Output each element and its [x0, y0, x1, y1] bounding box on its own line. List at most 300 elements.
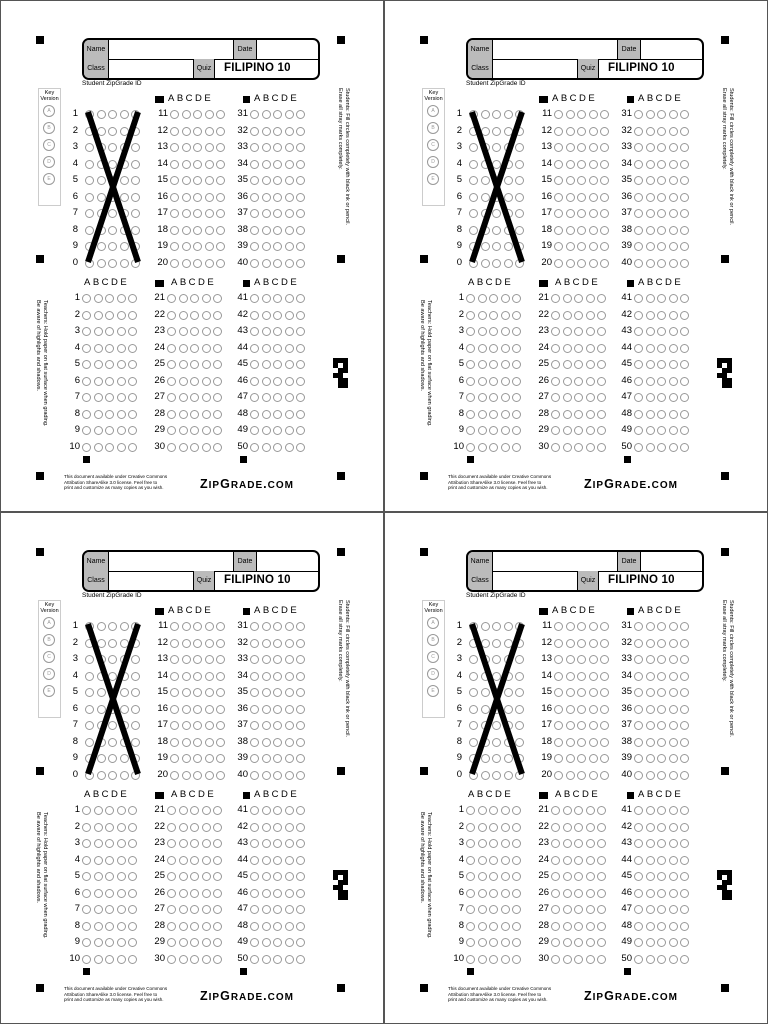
- answer-bubble[interactable]: [646, 705, 655, 714]
- answer-bubble[interactable]: [128, 872, 137, 881]
- answer-bubble[interactable]: [589, 110, 598, 119]
- answer-bubble[interactable]: [82, 410, 91, 419]
- answer-bubble[interactable]: [285, 176, 294, 185]
- answer-bubble[interactable]: [634, 410, 643, 419]
- answer-bubble[interactable]: [117, 410, 126, 419]
- answer-bubble[interactable]: [262, 360, 271, 369]
- answer-bubble[interactable]: [634, 393, 643, 402]
- answer-bubble[interactable]: [190, 294, 199, 303]
- key-version-bubble[interactable]: D: [427, 156, 439, 168]
- answer-bubble[interactable]: [285, 754, 294, 763]
- answer-bubble[interactable]: [193, 705, 202, 714]
- answer-bubble[interactable]: [680, 311, 689, 320]
- answer-bubble[interactable]: [634, 872, 643, 881]
- answer-bubble[interactable]: [646, 622, 655, 631]
- answer-bubble[interactable]: [105, 410, 114, 419]
- answer-bubble[interactable]: [82, 443, 91, 452]
- answer-bubble[interactable]: [634, 889, 643, 898]
- answer-bubble[interactable]: [128, 426, 137, 435]
- answer-bubble[interactable]: [94, 377, 103, 386]
- answer-bubble[interactable]: [551, 839, 560, 848]
- answer-bubble[interactable]: [478, 872, 487, 881]
- answer-bubble[interactable]: [262, 754, 271, 763]
- answer-bubble[interactable]: [669, 226, 678, 235]
- answer-bubble[interactable]: [285, 839, 294, 848]
- answer-bubble[interactable]: [566, 259, 575, 268]
- answer-bubble[interactable]: [285, 705, 294, 714]
- answer-bubble[interactable]: [680, 193, 689, 202]
- answer-bubble[interactable]: [105, 806, 114, 815]
- answer-bubble[interactable]: [680, 754, 689, 763]
- answer-bubble[interactable]: [179, 872, 188, 881]
- answer-bubble[interactable]: [285, 193, 294, 202]
- answer-bubble[interactable]: [296, 259, 305, 268]
- answer-bubble[interactable]: [680, 905, 689, 914]
- answer-bubble[interactable]: [128, 938, 137, 947]
- answer-bubble[interactable]: [466, 889, 475, 898]
- answer-bubble[interactable]: [512, 426, 521, 435]
- answer-bubble[interactable]: [566, 622, 575, 631]
- answer-bubble[interactable]: [182, 143, 191, 152]
- answer-bubble[interactable]: [262, 639, 271, 648]
- key-version-bubble[interactable]: A: [427, 105, 439, 117]
- answer-bubble[interactable]: [205, 672, 214, 681]
- answer-bubble[interactable]: [202, 872, 211, 881]
- answer-bubble[interactable]: [586, 839, 595, 848]
- answer-bubble[interactable]: [216, 110, 225, 119]
- answer-bubble[interactable]: [94, 426, 103, 435]
- answer-bubble[interactable]: [193, 721, 202, 730]
- answer-bubble[interactable]: [296, 806, 305, 815]
- answer-bubble[interactable]: [190, 344, 199, 353]
- answer-bubble[interactable]: [296, 176, 305, 185]
- answer-bubble[interactable]: [182, 672, 191, 681]
- answer-bubble[interactable]: [669, 393, 678, 402]
- answer-bubble[interactable]: [657, 856, 666, 865]
- answer-bubble[interactable]: [589, 688, 598, 697]
- answer-bubble[interactable]: [600, 110, 609, 119]
- answer-bubble[interactable]: [600, 143, 609, 152]
- answer-bubble[interactable]: [646, 160, 655, 169]
- answer-bubble[interactable]: [250, 655, 259, 664]
- answer-bubble[interactable]: [296, 639, 305, 648]
- answer-bubble[interactable]: [669, 823, 678, 832]
- answer-bubble[interactable]: [646, 294, 655, 303]
- key-version-bubble[interactable]: D: [43, 668, 55, 680]
- key-version-bubble[interactable]: D: [43, 156, 55, 168]
- answer-bubble[interactable]: [680, 426, 689, 435]
- answer-bubble[interactable]: [489, 377, 498, 386]
- answer-bubble[interactable]: [167, 905, 176, 914]
- key-version-bubble[interactable]: C: [43, 651, 55, 663]
- answer-bubble[interactable]: [512, 410, 521, 419]
- answer-bubble[interactable]: [554, 738, 563, 747]
- answer-bubble[interactable]: [574, 856, 583, 865]
- answer-bubble[interactable]: [501, 393, 510, 402]
- answer-bubble[interactable]: [190, 426, 199, 435]
- name-field[interactable]: [493, 552, 617, 571]
- answer-bubble[interactable]: [273, 327, 282, 336]
- answer-bubble[interactable]: [466, 426, 475, 435]
- answer-bubble[interactable]: [489, 426, 498, 435]
- answer-bubble[interactable]: [296, 905, 305, 914]
- answer-bubble[interactable]: [105, 360, 114, 369]
- answer-bubble[interactable]: [680, 242, 689, 251]
- answer-bubble[interactable]: [478, 905, 487, 914]
- answer-bubble[interactable]: [489, 872, 498, 881]
- answer-bubble[interactable]: [586, 360, 595, 369]
- answer-bubble[interactable]: [250, 160, 259, 169]
- answer-bubble[interactable]: [167, 806, 176, 815]
- answer-bubble[interactable]: [216, 639, 225, 648]
- answer-bubble[interactable]: [501, 955, 510, 964]
- answer-bubble[interactable]: [512, 377, 521, 386]
- answer-bubble[interactable]: [213, 426, 222, 435]
- answer-bubble[interactable]: [285, 311, 294, 320]
- answer-bubble[interactable]: [657, 259, 666, 268]
- answer-bubble[interactable]: [296, 771, 305, 780]
- answer-bubble[interactable]: [634, 127, 643, 136]
- answer-bubble[interactable]: [117, 327, 126, 336]
- answer-bubble[interactable]: [600, 688, 609, 697]
- answer-bubble[interactable]: [574, 443, 583, 452]
- answer-bubble[interactable]: [646, 889, 655, 898]
- answer-bubble[interactable]: [213, 955, 222, 964]
- answer-bubble[interactable]: [250, 209, 259, 218]
- class-field[interactable]: [109, 59, 193, 78]
- answer-bubble[interactable]: [250, 856, 259, 865]
- answer-bubble[interactable]: [478, 426, 487, 435]
- answer-bubble[interactable]: [273, 955, 282, 964]
- answer-bubble[interactable]: [250, 922, 259, 931]
- answer-bubble[interactable]: [273, 922, 282, 931]
- answer-bubble[interactable]: [563, 410, 572, 419]
- answer-bubble[interactable]: [657, 955, 666, 964]
- answer-bubble[interactable]: [250, 688, 259, 697]
- answer-bubble[interactable]: [646, 410, 655, 419]
- answer-bubble[interactable]: [657, 127, 666, 136]
- answer-bubble[interactable]: [262, 705, 271, 714]
- answer-bubble[interactable]: [262, 872, 271, 881]
- answer-bubble[interactable]: [128, 922, 137, 931]
- answer-bubble[interactable]: [466, 443, 475, 452]
- answer-bubble[interactable]: [167, 872, 176, 881]
- answer-bubble[interactable]: [597, 922, 606, 931]
- answer-bubble[interactable]: [190, 377, 199, 386]
- answer-bubble[interactable]: [128, 311, 137, 320]
- answer-bubble[interactable]: [554, 639, 563, 648]
- answer-bubble[interactable]: [190, 872, 199, 881]
- answer-bubble[interactable]: [657, 327, 666, 336]
- answer-bubble[interactable]: [273, 360, 282, 369]
- answer-bubble[interactable]: [179, 856, 188, 865]
- answer-bubble[interactable]: [597, 443, 606, 452]
- answer-bubble[interactable]: [589, 209, 598, 218]
- answer-bubble[interactable]: [202, 311, 211, 320]
- answer-bubble[interactable]: [205, 127, 214, 136]
- answer-bubble[interactable]: [597, 955, 606, 964]
- answer-bubble[interactable]: [82, 360, 91, 369]
- answer-bubble[interactable]: [577, 160, 586, 169]
- answer-bubble[interactable]: [128, 327, 137, 336]
- answer-bubble[interactable]: [250, 176, 259, 185]
- answer-bubble[interactable]: [170, 160, 179, 169]
- answer-bubble[interactable]: [285, 360, 294, 369]
- answer-bubble[interactable]: [646, 143, 655, 152]
- answer-bubble[interactable]: [563, 872, 572, 881]
- answer-bubble[interactable]: [179, 938, 188, 947]
- answer-bubble[interactable]: [128, 410, 137, 419]
- answer-bubble[interactable]: [680, 226, 689, 235]
- answer-bubble[interactable]: [273, 672, 282, 681]
- answer-bubble[interactable]: [205, 705, 214, 714]
- answer-bubble[interactable]: [285, 955, 294, 964]
- answer-bubble[interactable]: [657, 344, 666, 353]
- answer-bubble[interactable]: [202, 377, 211, 386]
- answer-bubble[interactable]: [680, 672, 689, 681]
- answer-bubble[interactable]: [128, 839, 137, 848]
- answer-bubble[interactable]: [574, 360, 583, 369]
- answer-bubble[interactable]: [646, 443, 655, 452]
- answer-bubble[interactable]: [657, 839, 666, 848]
- answer-bubble[interactable]: [657, 754, 666, 763]
- key-version-bubble[interactable]: E: [427, 685, 439, 697]
- answer-bubble[interactable]: [296, 754, 305, 763]
- answer-bubble[interactable]: [262, 938, 271, 947]
- answer-bubble[interactable]: [657, 705, 666, 714]
- answer-bubble[interactable]: [94, 872, 103, 881]
- answer-bubble[interactable]: [669, 754, 678, 763]
- answer-bubble[interactable]: [213, 443, 222, 452]
- answer-bubble[interactable]: [273, 622, 282, 631]
- answer-bubble[interactable]: [669, 242, 678, 251]
- answer-bubble[interactable]: [634, 622, 643, 631]
- answer-bubble[interactable]: [586, 443, 595, 452]
- answer-bubble[interactable]: [190, 823, 199, 832]
- answer-bubble[interactable]: [554, 672, 563, 681]
- answer-bubble[interactable]: [296, 938, 305, 947]
- answer-bubble[interactable]: [205, 655, 214, 664]
- answer-bubble[interactable]: [634, 639, 643, 648]
- answer-bubble[interactable]: [646, 639, 655, 648]
- answer-bubble[interactable]: [586, 889, 595, 898]
- answer-bubble[interactable]: [273, 639, 282, 648]
- answer-bubble[interactable]: [577, 143, 586, 152]
- answer-bubble[interactable]: [634, 327, 643, 336]
- answer-bubble[interactable]: [117, 823, 126, 832]
- answer-bubble[interactable]: [170, 127, 179, 136]
- answer-bubble[interactable]: [167, 294, 176, 303]
- answer-bubble[interactable]: [296, 922, 305, 931]
- answer-bubble[interactable]: [213, 344, 222, 353]
- answer-bubble[interactable]: [273, 426, 282, 435]
- answer-bubble[interactable]: [680, 176, 689, 185]
- answer-bubble[interactable]: [250, 377, 259, 386]
- answer-bubble[interactable]: [657, 193, 666, 202]
- answer-bubble[interactable]: [597, 426, 606, 435]
- answer-bubble[interactable]: [680, 443, 689, 452]
- answer-bubble[interactable]: [105, 443, 114, 452]
- answer-bubble[interactable]: [501, 856, 510, 865]
- answer-bubble[interactable]: [566, 655, 575, 664]
- answer-bubble[interactable]: [94, 360, 103, 369]
- answer-bubble[interactable]: [566, 127, 575, 136]
- answer-bubble[interactable]: [94, 905, 103, 914]
- answer-bubble[interactable]: [202, 426, 211, 435]
- answer-bubble[interactable]: [190, 938, 199, 947]
- answer-bubble[interactable]: [262, 889, 271, 898]
- answer-bubble[interactable]: [657, 905, 666, 914]
- answer-bubble[interactable]: [167, 311, 176, 320]
- answer-bubble[interactable]: [512, 938, 521, 947]
- answer-bubble[interactable]: [285, 922, 294, 931]
- answer-bubble[interactable]: [574, 955, 583, 964]
- answer-bubble[interactable]: [262, 377, 271, 386]
- answer-bubble[interactable]: [680, 344, 689, 353]
- answer-bubble[interactable]: [213, 905, 222, 914]
- key-version-bubble[interactable]: C: [427, 651, 439, 663]
- answer-bubble[interactable]: [551, 377, 560, 386]
- answer-bubble[interactable]: [646, 110, 655, 119]
- answer-bubble[interactable]: [202, 955, 211, 964]
- answer-bubble[interactable]: [182, 193, 191, 202]
- answer-bubble[interactable]: [589, 738, 598, 747]
- answer-bubble[interactable]: [586, 905, 595, 914]
- answer-bubble[interactable]: [597, 905, 606, 914]
- answer-bubble[interactable]: [566, 688, 575, 697]
- answer-bubble[interactable]: [589, 754, 598, 763]
- answer-bubble[interactable]: [586, 377, 595, 386]
- answer-bubble[interactable]: [646, 393, 655, 402]
- answer-bubble[interactable]: [94, 955, 103, 964]
- date-field[interactable]: [256, 552, 318, 571]
- answer-bubble[interactable]: [296, 688, 305, 697]
- key-version-bubble[interactable]: B: [43, 122, 55, 134]
- answer-bubble[interactable]: [202, 823, 211, 832]
- answer-bubble[interactable]: [296, 294, 305, 303]
- answer-bubble[interactable]: [170, 688, 179, 697]
- answer-bubble[interactable]: [634, 938, 643, 947]
- answer-bubble[interactable]: [554, 754, 563, 763]
- answer-bubble[interactable]: [273, 143, 282, 152]
- answer-bubble[interactable]: [551, 955, 560, 964]
- answer-bubble[interactable]: [634, 823, 643, 832]
- answer-bubble[interactable]: [170, 655, 179, 664]
- answer-bubble[interactable]: [170, 176, 179, 185]
- answer-bubble[interactable]: [554, 655, 563, 664]
- key-version-bubble[interactable]: E: [43, 685, 55, 697]
- answer-bubble[interactable]: [657, 622, 666, 631]
- answer-bubble[interactable]: [105, 955, 114, 964]
- answer-bubble[interactable]: [250, 806, 259, 815]
- answer-bubble[interactable]: [646, 176, 655, 185]
- answer-bubble[interactable]: [285, 443, 294, 452]
- answer-bubble[interactable]: [205, 226, 214, 235]
- answer-bubble[interactable]: [577, 226, 586, 235]
- answer-bubble[interactable]: [82, 856, 91, 865]
- answer-bubble[interactable]: [182, 226, 191, 235]
- answer-bubble[interactable]: [657, 294, 666, 303]
- answer-bubble[interactable]: [669, 639, 678, 648]
- answer-bubble[interactable]: [296, 311, 305, 320]
- answer-bubble[interactable]: [273, 242, 282, 251]
- answer-bubble[interactable]: [501, 426, 510, 435]
- class-field[interactable]: [493, 59, 577, 78]
- answer-bubble[interactable]: [646, 377, 655, 386]
- answer-bubble[interactable]: [669, 938, 678, 947]
- answer-bubble[interactable]: [205, 771, 214, 780]
- answer-bubble[interactable]: [566, 705, 575, 714]
- answer-bubble[interactable]: [634, 922, 643, 931]
- answer-bubble[interactable]: [566, 226, 575, 235]
- answer-bubble[interactable]: [94, 806, 103, 815]
- answer-bubble[interactable]: [250, 721, 259, 730]
- answer-bubble[interactable]: [657, 688, 666, 697]
- answer-bubble[interactable]: [669, 377, 678, 386]
- answer-bubble[interactable]: [669, 193, 678, 202]
- answer-bubble[interactable]: [669, 311, 678, 320]
- answer-bubble[interactable]: [669, 806, 678, 815]
- answer-bubble[interactable]: [213, 410, 222, 419]
- answer-bubble[interactable]: [669, 905, 678, 914]
- answer-bubble[interactable]: [193, 655, 202, 664]
- answer-bubble[interactable]: [94, 889, 103, 898]
- answer-bubble[interactable]: [170, 622, 179, 631]
- answer-bubble[interactable]: [296, 110, 305, 119]
- answer-bubble[interactable]: [262, 806, 271, 815]
- answer-bubble[interactable]: [182, 160, 191, 169]
- answer-bubble[interactable]: [296, 872, 305, 881]
- answer-bubble[interactable]: [167, 889, 176, 898]
- answer-bubble[interactable]: [466, 410, 475, 419]
- answer-bubble[interactable]: [646, 771, 655, 780]
- answer-bubble[interactable]: [680, 294, 689, 303]
- answer-bubble[interactable]: [634, 856, 643, 865]
- answer-bubble[interactable]: [94, 922, 103, 931]
- answer-bubble[interactable]: [466, 922, 475, 931]
- answer-bubble[interactable]: [478, 856, 487, 865]
- answer-bubble[interactable]: [646, 209, 655, 218]
- answer-bubble[interactable]: [128, 955, 137, 964]
- answer-bubble[interactable]: [213, 889, 222, 898]
- answer-bubble[interactable]: [262, 443, 271, 452]
- answer-bubble[interactable]: [128, 905, 137, 914]
- answer-bubble[interactable]: [82, 327, 91, 336]
- answer-bubble[interactable]: [216, 226, 225, 235]
- answer-bubble[interactable]: [262, 688, 271, 697]
- answer-bubble[interactable]: [680, 410, 689, 419]
- answer-bubble[interactable]: [296, 127, 305, 136]
- answer-bubble[interactable]: [646, 754, 655, 763]
- answer-bubble[interactable]: [554, 193, 563, 202]
- answer-bubble[interactable]: [273, 856, 282, 865]
- answer-bubble[interactable]: [512, 922, 521, 931]
- answer-bubble[interactable]: [167, 410, 176, 419]
- answer-bubble[interactable]: [82, 872, 91, 881]
- answer-bubble[interactable]: [262, 771, 271, 780]
- answer-bubble[interactable]: [182, 622, 191, 631]
- answer-bubble[interactable]: [296, 360, 305, 369]
- answer-bubble[interactable]: [634, 771, 643, 780]
- answer-bubble[interactable]: [669, 688, 678, 697]
- answer-bubble[interactable]: [554, 688, 563, 697]
- answer-bubble[interactable]: [190, 839, 199, 848]
- answer-bubble[interactable]: [179, 344, 188, 353]
- answer-bubble[interactable]: [466, 311, 475, 320]
- answer-bubble[interactable]: [296, 426, 305, 435]
- answer-bubble[interactable]: [646, 360, 655, 369]
- answer-bubble[interactable]: [551, 823, 560, 832]
